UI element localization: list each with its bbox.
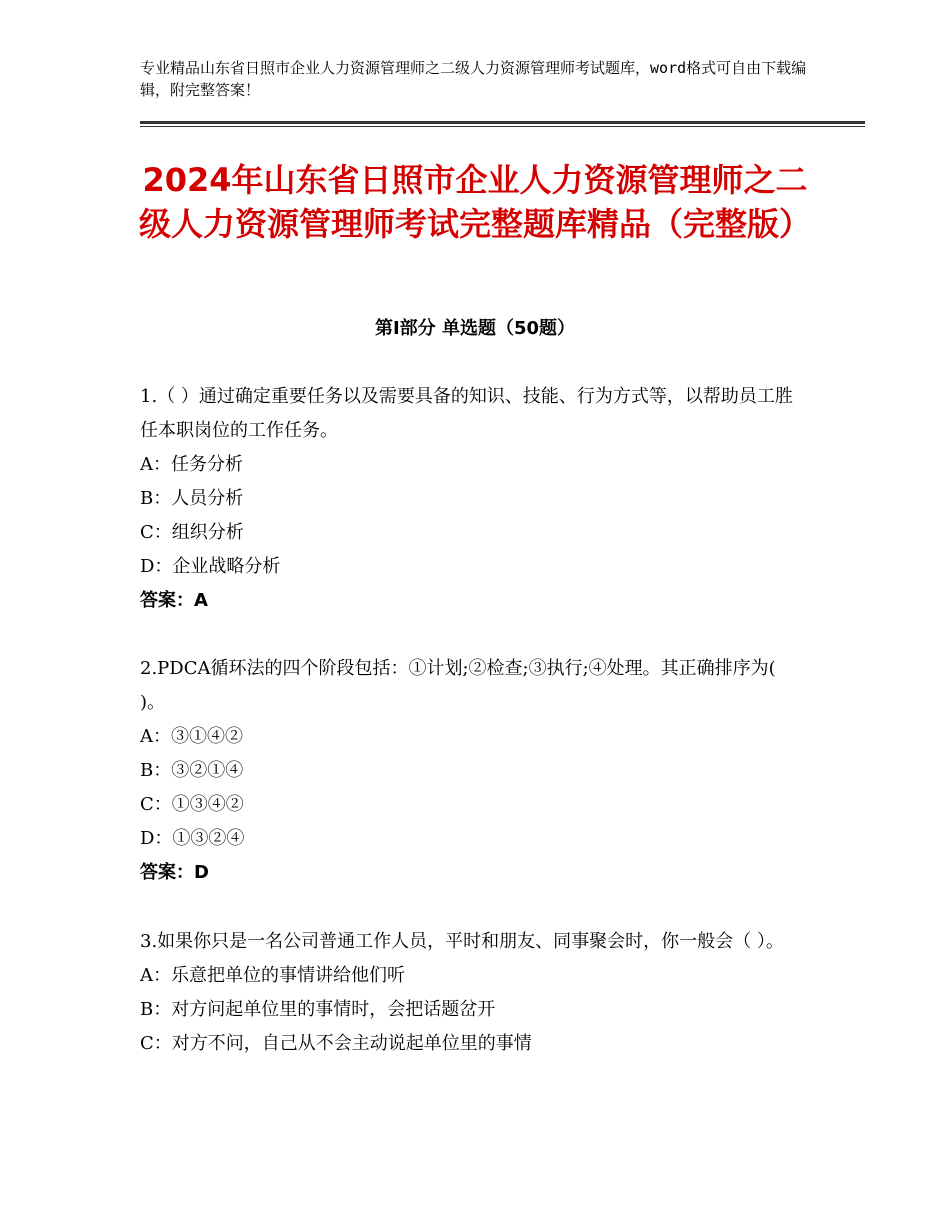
option-d: D：①③②④ [140,828,245,849]
answer: 答案：A [140,590,208,611]
answer: 答案：D [140,862,209,883]
option-b: B：③②①④ [140,760,244,781]
header-rule-thin [140,126,865,127]
question-text: 2.PDCA循环法的四个阶段包括：①计划;②检查;③执行;④处理。其正确排序为( )。 [140,658,776,713]
option-b: B：对方问起单位里的事情时，会把话题岔开 [140,999,496,1020]
header-rule-thick [140,121,865,124]
option-c: C：组织分析 [140,522,244,543]
option-a: A：③①④② [140,726,243,747]
option-c: C：①③④② [140,794,244,815]
section-title: 第Ⅰ部分 单选题（50题） [374,318,575,339]
question-text: 3.如果你只是一名公司普通工作人员，平时和朋友、同事聚会时，你一般会（ ）。 [140,931,784,952]
question-2 [140,652,805,890]
option-a: A：乐意把单位的事情讲给他们听 [140,965,405,986]
option-d: D：企业战略分析 [140,556,281,577]
header-note: 专业精品山东省日照市企业人力资源管理师之二级人力资源管理师考试题库，word格式可自由下载编辑，附完整答案！ [140,59,807,99]
question-1 [140,380,805,618]
question-text: 1.（ ）通过确定重要任务以及需要具备的知识、技能、行为方式等，以帮助员工胜任本职岗位的工作任务。 [140,386,793,441]
question-3 [140,925,805,1061]
option-a: A：任务分析 [140,454,243,475]
option-c: C：对方不问，自己从不会主动说起单位里的事情 [140,1033,532,1054]
option-b: B：人员分析 [140,488,244,509]
document-title: 2024年山东省日照市企业人力资源管理师之二级人力资源管理师考试完整题库精品（完整版） [138,161,811,243]
